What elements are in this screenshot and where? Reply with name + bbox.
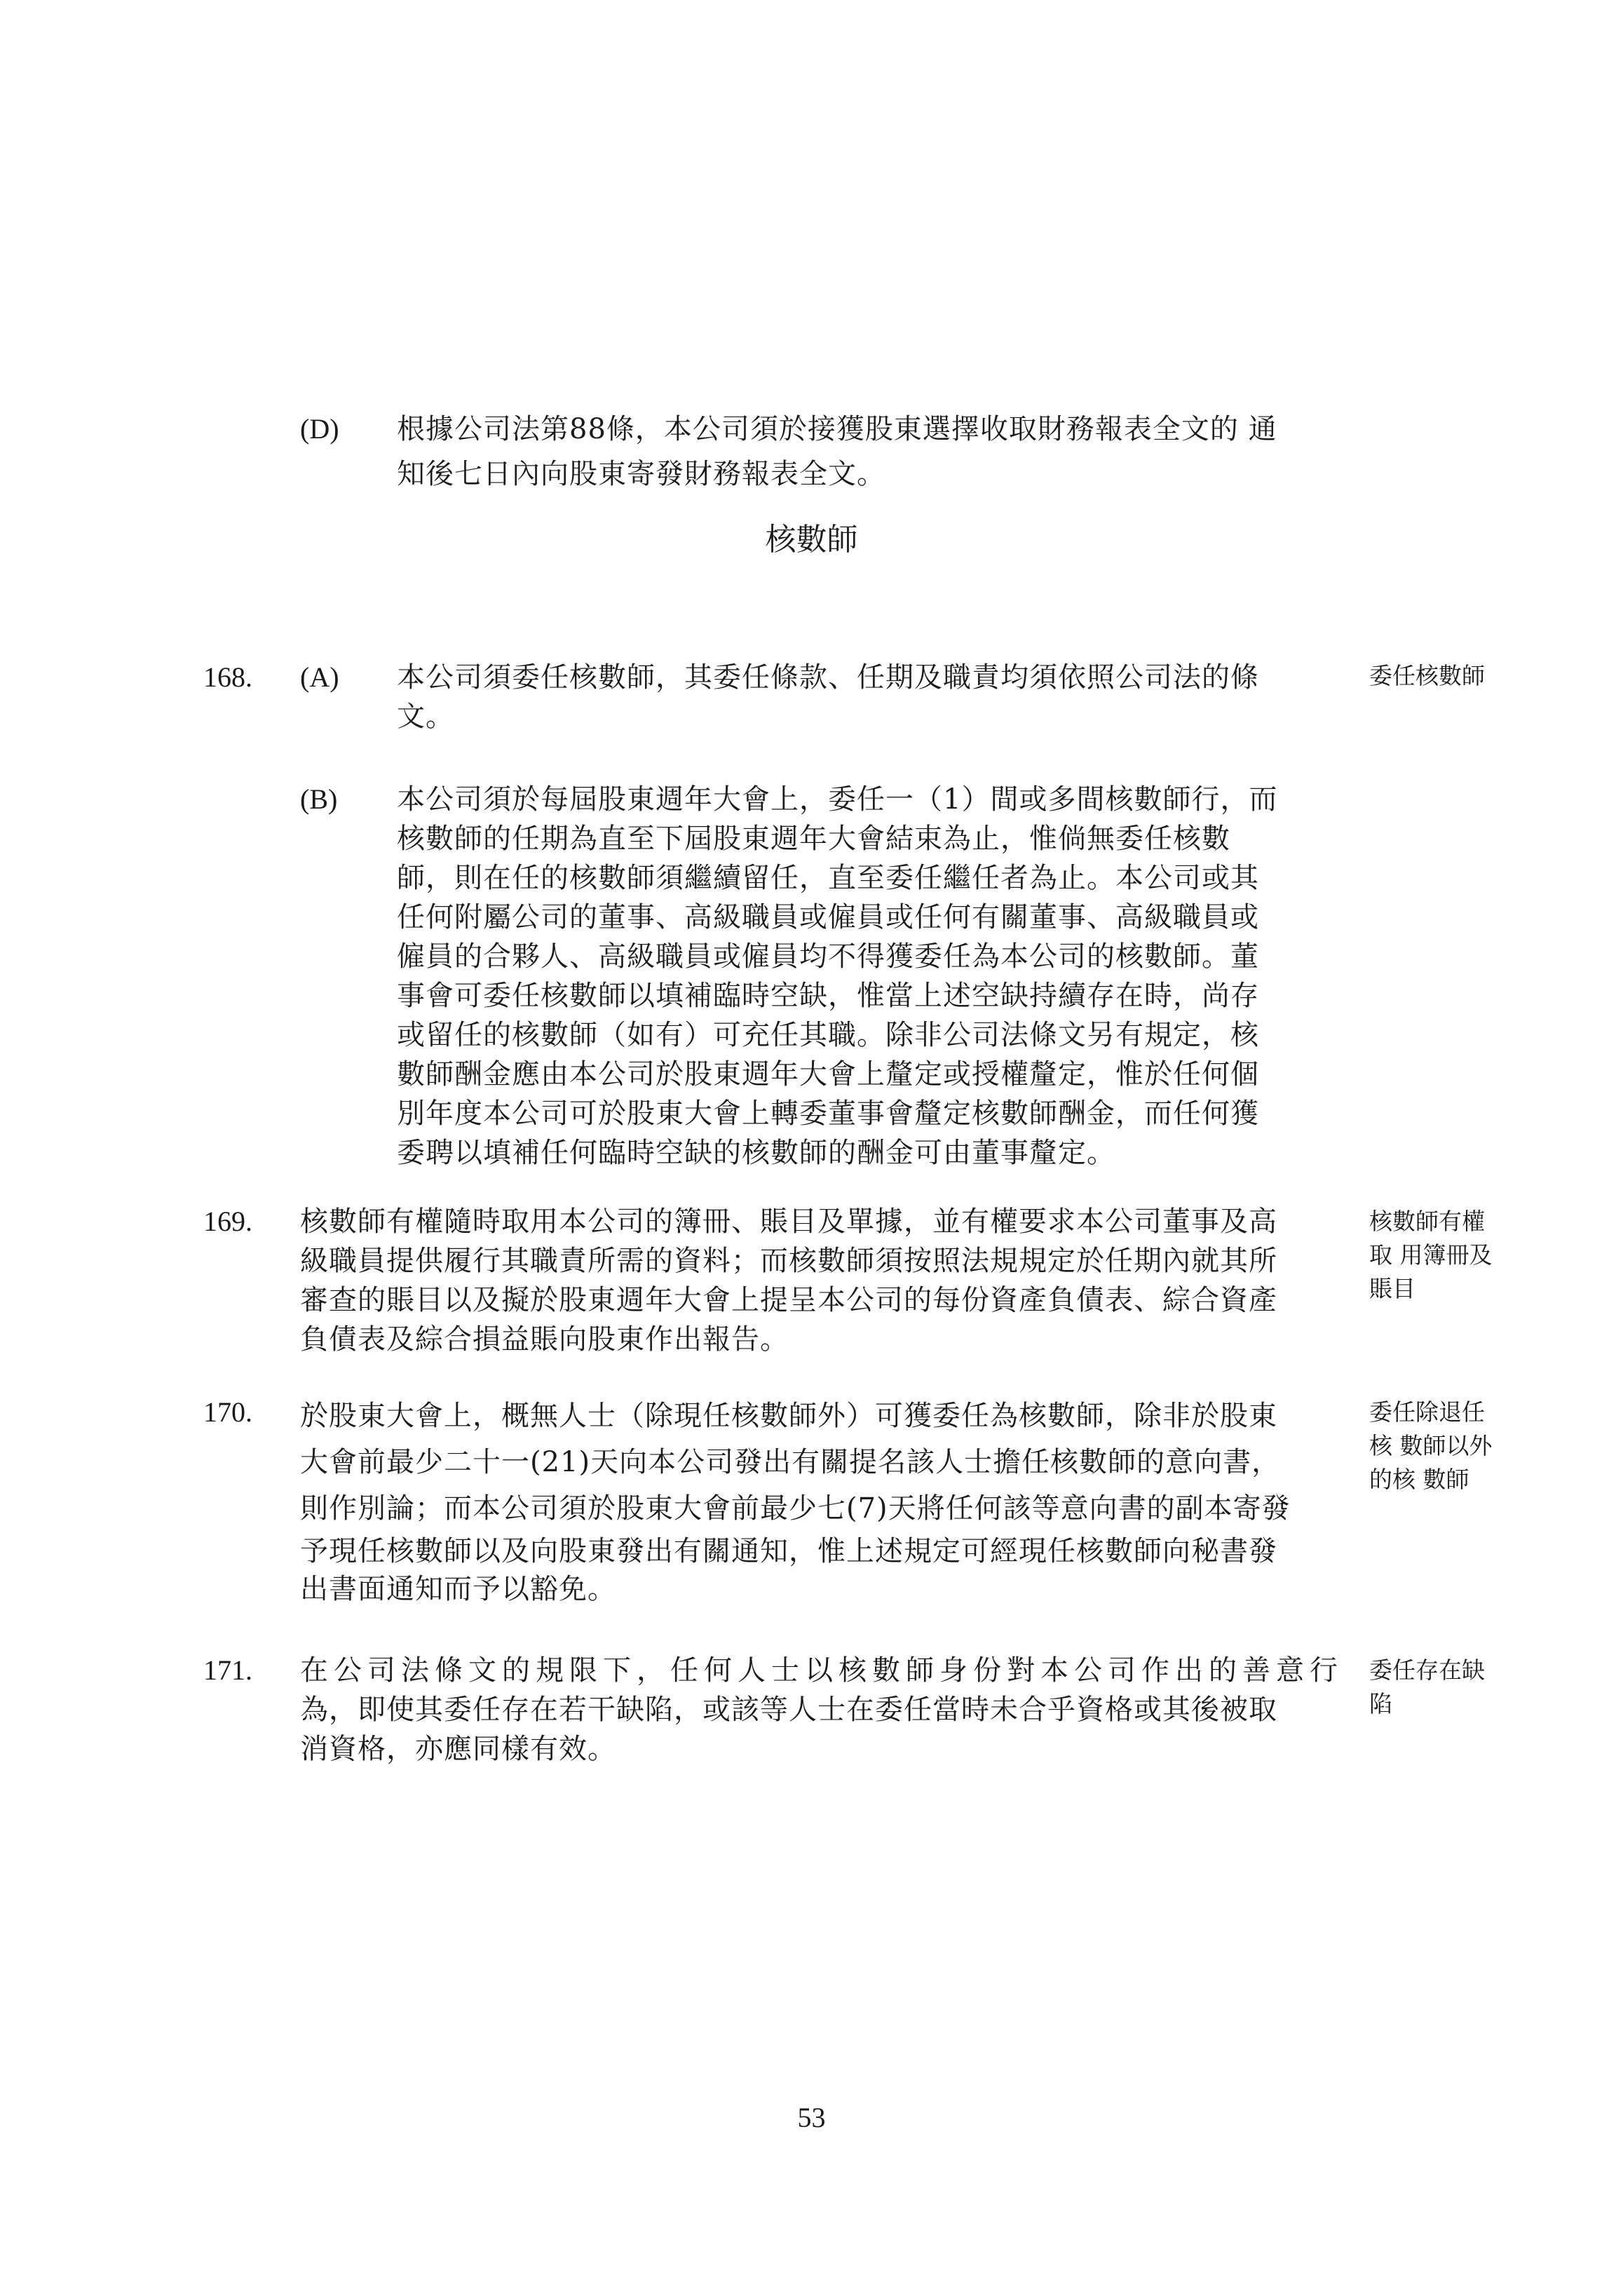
text-line: 師，則在任的核數師須繼續留任，直至委任繼任者為止。本公司或其 <box>397 862 1259 894</box>
section-heading: 核數師 <box>765 522 858 558</box>
side-note-line: 核 數師以外 <box>1369 1432 1493 1459</box>
art168-b-text <box>397 780 1277 1173</box>
art168-a-text <box>397 658 1259 736</box>
art170-text <box>300 1393 1291 1607</box>
art171-text <box>300 1651 1343 1769</box>
text-line: 予現任核數師以及向股東發出有關通知，惟上述規定可經現任核數師向秘書發 <box>300 1535 1277 1567</box>
text-line: 別年度本公司可於股東大會上轉委董事會釐定核數師酬金，而任何獲 <box>397 1098 1259 1130</box>
text-line: 數師酬金應由本公司於股東週年大會上釐定或授權釐定，惟於任何個 <box>397 1058 1259 1090</box>
para-d-text <box>397 410 1277 494</box>
text-line: 或留任的核數師（如有）可充任其職。除非公司法條文另有規定，核 <box>397 1019 1259 1051</box>
art168-a-label: (A) <box>300 661 339 693</box>
art170-side-note <box>1369 1396 1493 1497</box>
side-note-line: 委任存在缺 <box>1369 1656 1485 1684</box>
text-line: 於股東大會上，概無人士（除現任核數師外）可獲委任為核數師，除非於股東 <box>300 1400 1277 1432</box>
text-line: 審查的賬目以及擬於股東週年大會上提呈本公司的每份資產負債表、綜合資產 <box>300 1284 1277 1316</box>
text-line: 為，即使其委任存在若干缺陷，或該等人士在委任當時未合乎資格或其後被取 <box>300 1694 1277 1726</box>
article-number-170: 170. <box>203 1396 252 1428</box>
article-number-171: 171. <box>203 1654 252 1686</box>
article-number-168: 168. <box>203 661 252 693</box>
text-line: 任何附屬公司的董事、高級職員或僱員或任何有關董事、高級職員或 <box>397 901 1259 933</box>
side-note-line: 陷 <box>1369 1690 1392 1717</box>
art171-side-note <box>1369 1654 1485 1721</box>
side-note-line: 委任核數師 <box>1369 662 1485 689</box>
text-line: 在公司法條文的規限下，任何人士以核數師身份對本公司作出的善意行 <box>300 1654 1343 1687</box>
text-line: 出書面通知而予以豁免。 <box>300 1573 616 1605</box>
text-line: 僱員的合夥人、高級職員或僱員均不得獲委任為本公司的核數師。董 <box>397 940 1259 973</box>
side-note-line: 的核 數師 <box>1369 1466 1469 1493</box>
side-note-line: 賬目 <box>1369 1275 1415 1302</box>
text-line: 文。 <box>397 701 454 733</box>
text-line: 則作別論；而本公司須於股東大會前最少七(7)天將任何該等意向書的副本寄發 <box>300 1492 1291 1525</box>
text-line: 消資格，亦應同樣有效。 <box>300 1733 616 1765</box>
side-note-line: 核數師有權 <box>1369 1208 1485 1235</box>
page-number: 53 <box>797 2102 826 2133</box>
text-line: 事會可委任核數師以填補臨時空缺，惟當上述空缺持續存在時，尚存 <box>397 980 1259 1012</box>
side-note-line: 委任除退任 <box>1369 1398 1485 1426</box>
article-number-169: 169. <box>203 1206 252 1237</box>
text-line: 負債表及綜合損益賬向股東作出報告。 <box>300 1323 789 1356</box>
text-line: 知後七日內向股東寄發財務報表全文。 <box>397 458 885 490</box>
text-line: 大會前最少二十一(21)天向本公司發出有關提名該人士擔任核數師的意向書， <box>300 1446 1281 1478</box>
art169-side-note <box>1369 1205 1493 1306</box>
side-note-line: 取 用簿冊及 <box>1369 1241 1493 1269</box>
text-line: 委聘以填補任何臨時空缺的核數師的酬金可由董事釐定。 <box>397 1137 1115 1169</box>
text-line: 根據公司法第88條，本公司須於接獲股東選擇收取財務報表全文的 通 <box>397 413 1277 445</box>
art168-side-note <box>1369 659 1485 693</box>
text-line: 核數師的任期為直至下屆股東週年大會結束為止，惟倘無委任核數 <box>397 823 1230 855</box>
text-line: 本公司須委任核數師，其委任條款、任期及職責均須依照公司法的條 <box>397 661 1259 694</box>
art168-b-label: (B) <box>300 783 338 815</box>
text-line: 本公司須於每屆股東週年大會上，委任一（1）間或多間核數師行，而 <box>397 783 1278 816</box>
art169-text <box>300 1202 1277 1359</box>
para-d-label: (D) <box>300 413 339 445</box>
text-line: 核數師有權隨時取用本公司的簿冊、賬目及單據，並有權要求本公司董事及高 <box>300 1206 1277 1238</box>
text-line: 級職員提供履行其職責所需的資料；而核數師須按照法規規定於任期內就其所 <box>300 1245 1277 1277</box>
